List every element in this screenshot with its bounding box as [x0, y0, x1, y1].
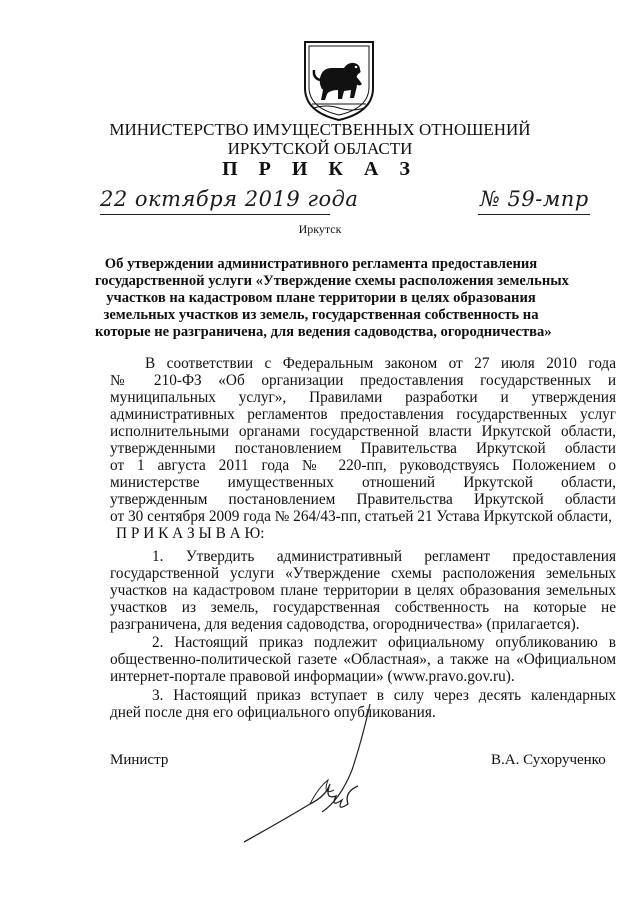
order-word: П Р И К А З Ы В А Ю:	[116, 525, 265, 542]
title-line: Об утверждении административного регламента предоставления	[104, 256, 538, 272]
preamble-line: исполнительными органами государственной власти Иркутской области,	[110, 423, 616, 440]
order-item-2	[110, 634, 616, 685]
item-line: интернет-портале правовой информации» (www.pravo.gov.ru).	[110, 668, 515, 685]
number-underline	[478, 214, 590, 215]
item-line: 2. Настоящий приказ подлежит официальному опубликованию в	[152, 634, 616, 651]
item-line: участков на кадастровом плане территории в целях образования земельных	[110, 582, 616, 599]
preamble-line: от 1 августа 2011 года № 220-пп, руководствуясь Положением о	[110, 457, 616, 474]
document-title	[95, 256, 569, 341]
item-line: общественно-политической газете «Областная», а также на «Официальном	[110, 651, 616, 668]
handwritten-date: 22 октября 2019 года	[100, 187, 359, 211]
item-line: государственной услуги «Утверждение схемы расположения земельных	[110, 565, 616, 582]
preamble-line: министерстве имущественных отношений Иркутской области,	[110, 474, 616, 491]
coat-of-arms-icon	[300, 38, 378, 122]
preamble-line: административных регламентов предоставления государственных услуг	[110, 406, 616, 423]
item-line: дней после дня его официального опубликования.	[110, 704, 436, 721]
item-line: участков из земель, государственная собственность на которые не	[110, 599, 616, 616]
preamble-line: муниципальных услуг», Правилами разработки и утверждения	[110, 389, 616, 406]
item-line: разграничена, для ведения садоводства, огородничества» (прилагается).	[110, 616, 580, 633]
signatory-position: Министр	[110, 752, 169, 768]
document-type-heading: П Р И К А З	[222, 158, 418, 180]
ministry-name-line2: ИРКУТСКОЙ ОБЛАСТИ	[227, 139, 413, 158]
title-line: государственной услуги «Утверждение схемы расположения земельных	[95, 273, 569, 289]
handwritten-number: № 59-мпр	[480, 187, 589, 211]
title-line: которые не разграничена, для ведения садоводства, огородничества»	[95, 324, 552, 340]
signatory-name: В.А. Сухорученко	[491, 752, 606, 768]
date-underline	[100, 214, 330, 215]
item-line: 1. Утвердить административный регламент предоставления	[152, 548, 616, 565]
item-line: 3. Настоящий приказ вступает в силу через десять календарных	[152, 687, 616, 704]
city-name: Иркутск	[298, 222, 342, 236]
preamble-paragraph	[110, 355, 616, 542]
preamble-line: № 210-ФЗ «Об организации предоставления государственных и	[110, 372, 616, 389]
title-line: участков на кадастровом плане территории в целях образования	[106, 290, 536, 306]
ministry-name-line1: МИНИСТЕРСТВО ИМУЩЕСТВЕННЫХ ОТНОШЕНИЙ	[109, 120, 531, 139]
handwritten-signature-icon	[240, 700, 380, 850]
preamble-line: от 30 сентября 2009 года № 264/43-пп, статьей 21 Устава Иркутской области,	[110, 508, 612, 525]
order-item-1	[110, 548, 616, 633]
preamble-line: утвержденным постановлением Правительства Иркутской области	[110, 491, 616, 508]
title-line: земельных участков из земель, государственная собственность на	[103, 307, 539, 323]
preamble-line: утвержденными постановлением Правительства Иркутской области	[110, 440, 616, 457]
preamble-line: В соответствии с Федеральным законом от 27 июля 2010 года	[145, 355, 616, 372]
